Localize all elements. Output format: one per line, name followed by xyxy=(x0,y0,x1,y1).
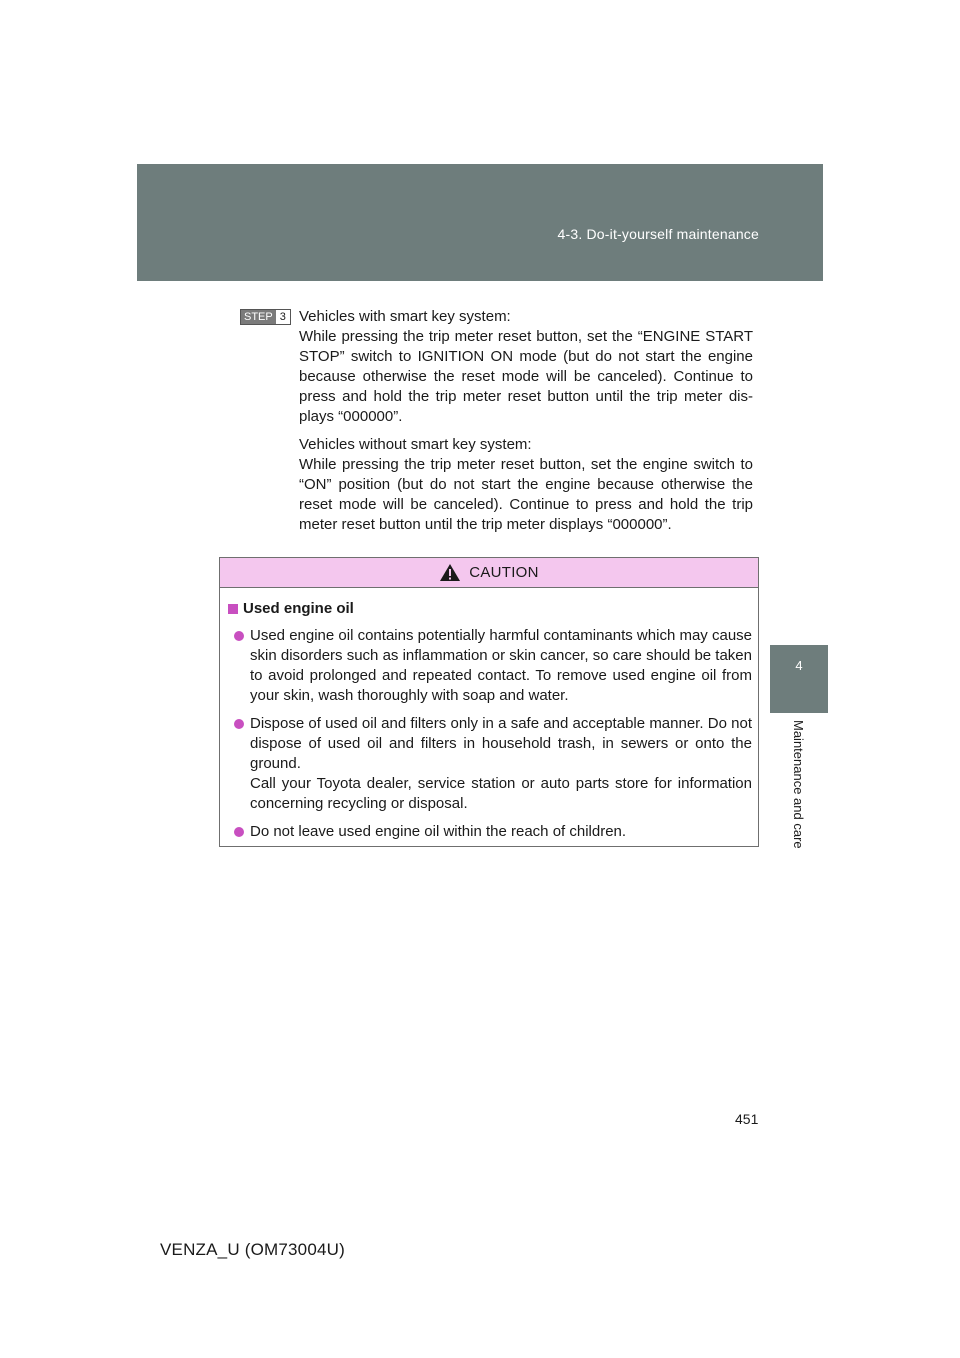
square-bullet-icon xyxy=(228,604,238,614)
caution-box xyxy=(219,557,759,847)
section-header-bar xyxy=(137,164,823,281)
caution-bullet xyxy=(228,626,752,706)
caution-bullet-text: Used engine oil contains potentially harmful contaminants which may cause skin disorders such as inflammation or skin cancer, so care should be taken to avoid prolonged and repeated contact. To remove used engine oil from your skin, wash thoroughly with soap and water. xyxy=(250,627,752,704)
step-paragraph-smart-key: Vehicles with smart key system: While pressing the trip meter reset button, set the “ENGINE START STOP” switch to IGNITION ON mode (but do not start the engine because otherwise the reset mode will be canceled). Continue to press and hold the trip meter reset button until the trip meter dis-plays “000000”. xyxy=(299,308,753,425)
caution-header xyxy=(220,558,758,588)
caution-bullet-text: Dispose of used oil and filters only in a safe and acceptable manner. Do not dispose of used oil and filters in household trash, in sewers or onto the ground. Call your Toyota dealer, service station or auto parts store for information concerning recycling or disposal. xyxy=(250,715,752,812)
chapter-title: Maintenance and care xyxy=(791,720,806,849)
caution-bullet xyxy=(228,822,752,842)
chapter-number: 4 xyxy=(795,658,803,673)
caution-bullet xyxy=(228,714,752,814)
step-content xyxy=(299,307,753,543)
chapter-tab xyxy=(770,645,828,713)
warning-triangle-icon xyxy=(439,563,461,582)
caution-bullet-text: Do not leave used engine oil within the reach of children. xyxy=(250,823,627,840)
step-number: 3 xyxy=(276,310,290,324)
caution-subheading-text: Used engine oil xyxy=(243,600,354,617)
caution-subheading xyxy=(228,599,752,619)
caution-title: CAUTION xyxy=(469,564,539,581)
circle-bullet-icon xyxy=(234,827,244,837)
chapter-side-label xyxy=(786,720,806,870)
caution-body xyxy=(220,588,758,842)
page-number: 451 xyxy=(735,1111,759,1127)
circle-bullet-icon xyxy=(234,719,244,729)
footer-document-code: VENZA_U (OM73004U) xyxy=(160,1240,345,1259)
circle-bullet-icon xyxy=(234,631,244,641)
section-title: 4-3. Do-it-yourself maintenance xyxy=(557,226,759,242)
step-badge xyxy=(240,309,291,325)
step-paragraph-no-smart-key: Vehicles without smart key system: While pressing the trip meter reset button, set the engine switch to “ON” position (but do not start the engine because otherwise the reset mode will be canceled). Continue to press and hold the trip meter reset button until the trip meter displays “000000”. xyxy=(299,436,753,533)
step-word: STEP xyxy=(241,310,276,324)
